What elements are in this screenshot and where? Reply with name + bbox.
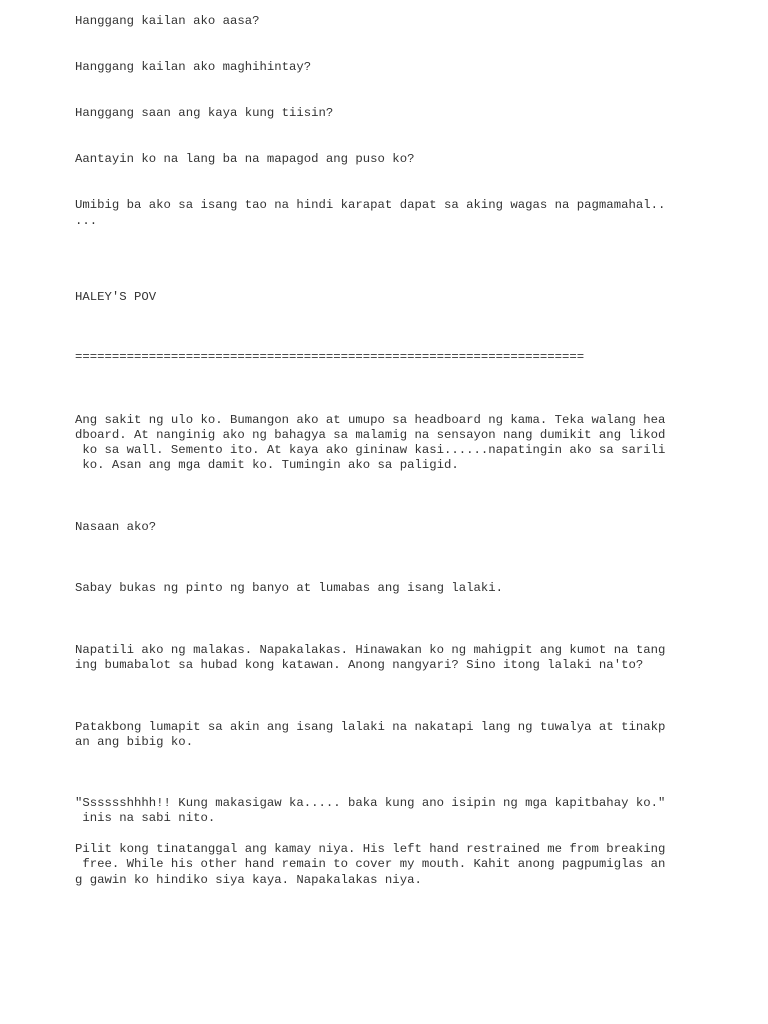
text-line: "Sssssshhhh!! Kung makasigaw ka..... baka kung ano isipin ng mga kapitbahay ko." bbox=[75, 796, 666, 810]
text-line: Patakbong lumapit sa akin ang isang lalaki na nakatapi lang ng tuwalya at tinakp bbox=[75, 720, 666, 734]
text-line: ko. Asan ang mga damit ko. Tumingin ako sa paligid. bbox=[75, 458, 459, 472]
text-line: inis na sabi nito. bbox=[75, 811, 216, 825]
text-line: Pilit kong tinatanggal ang kamay niya. His left hand restrained me from breaking bbox=[75, 842, 666, 856]
text-line: Hanggang kailan ako maghihintay? bbox=[75, 60, 312, 74]
text-line: Sabay bukas ng pinto ng banyo at lumabas ang isang lalaki. bbox=[75, 581, 504, 595]
text-line: Ang sakit ng ulo ko. Bumangon ako at umupo sa headboard ng kama. Teka walang hea bbox=[75, 413, 666, 427]
text-line: Nasaan ako? bbox=[75, 520, 157, 534]
text-line: Umibig ba ako sa isang tao na hindi karapat dapat sa aking wagas na pagmamahal.. bbox=[75, 198, 666, 212]
text-line: ko sa wall. Semento ito. At kaya ako gininaw kasi......napatingin ako sa sarili bbox=[75, 443, 666, 457]
text-line: Aantayin ko na lang ba na mapagod ang puso ko? bbox=[75, 152, 415, 166]
text-line: ... bbox=[75, 214, 98, 228]
text-line: an ang bibig ko. bbox=[75, 735, 194, 749]
text-line: g gawin ko hindiko siya kaya. Napakalakas niya. bbox=[75, 873, 422, 887]
divider-line: ===================================================================== bbox=[75, 350, 585, 364]
text-line: Hanggang saan ang kaya kung tiisin? bbox=[75, 106, 334, 120]
text-line: Napatili ako ng malakas. Napakalakas. Hinawakan ko ng mahigpit ang kumot na tang bbox=[75, 643, 666, 657]
section-heading: HALEY'S POV bbox=[75, 290, 157, 304]
text-line: ing bumabalot sa hubad kong katawan. Anong nangyari? Sino itong lalaki na'to? bbox=[75, 658, 644, 672]
text-line: Hanggang kailan ako aasa? bbox=[75, 14, 260, 28]
text-line: dboard. At nanginig ako ng bahagya sa malamig na sensayon nang dumikit ang likod bbox=[75, 428, 666, 442]
text-line: free. While his other hand remain to cover my mouth. Kahit anong pagpumiglas an bbox=[75, 857, 666, 871]
